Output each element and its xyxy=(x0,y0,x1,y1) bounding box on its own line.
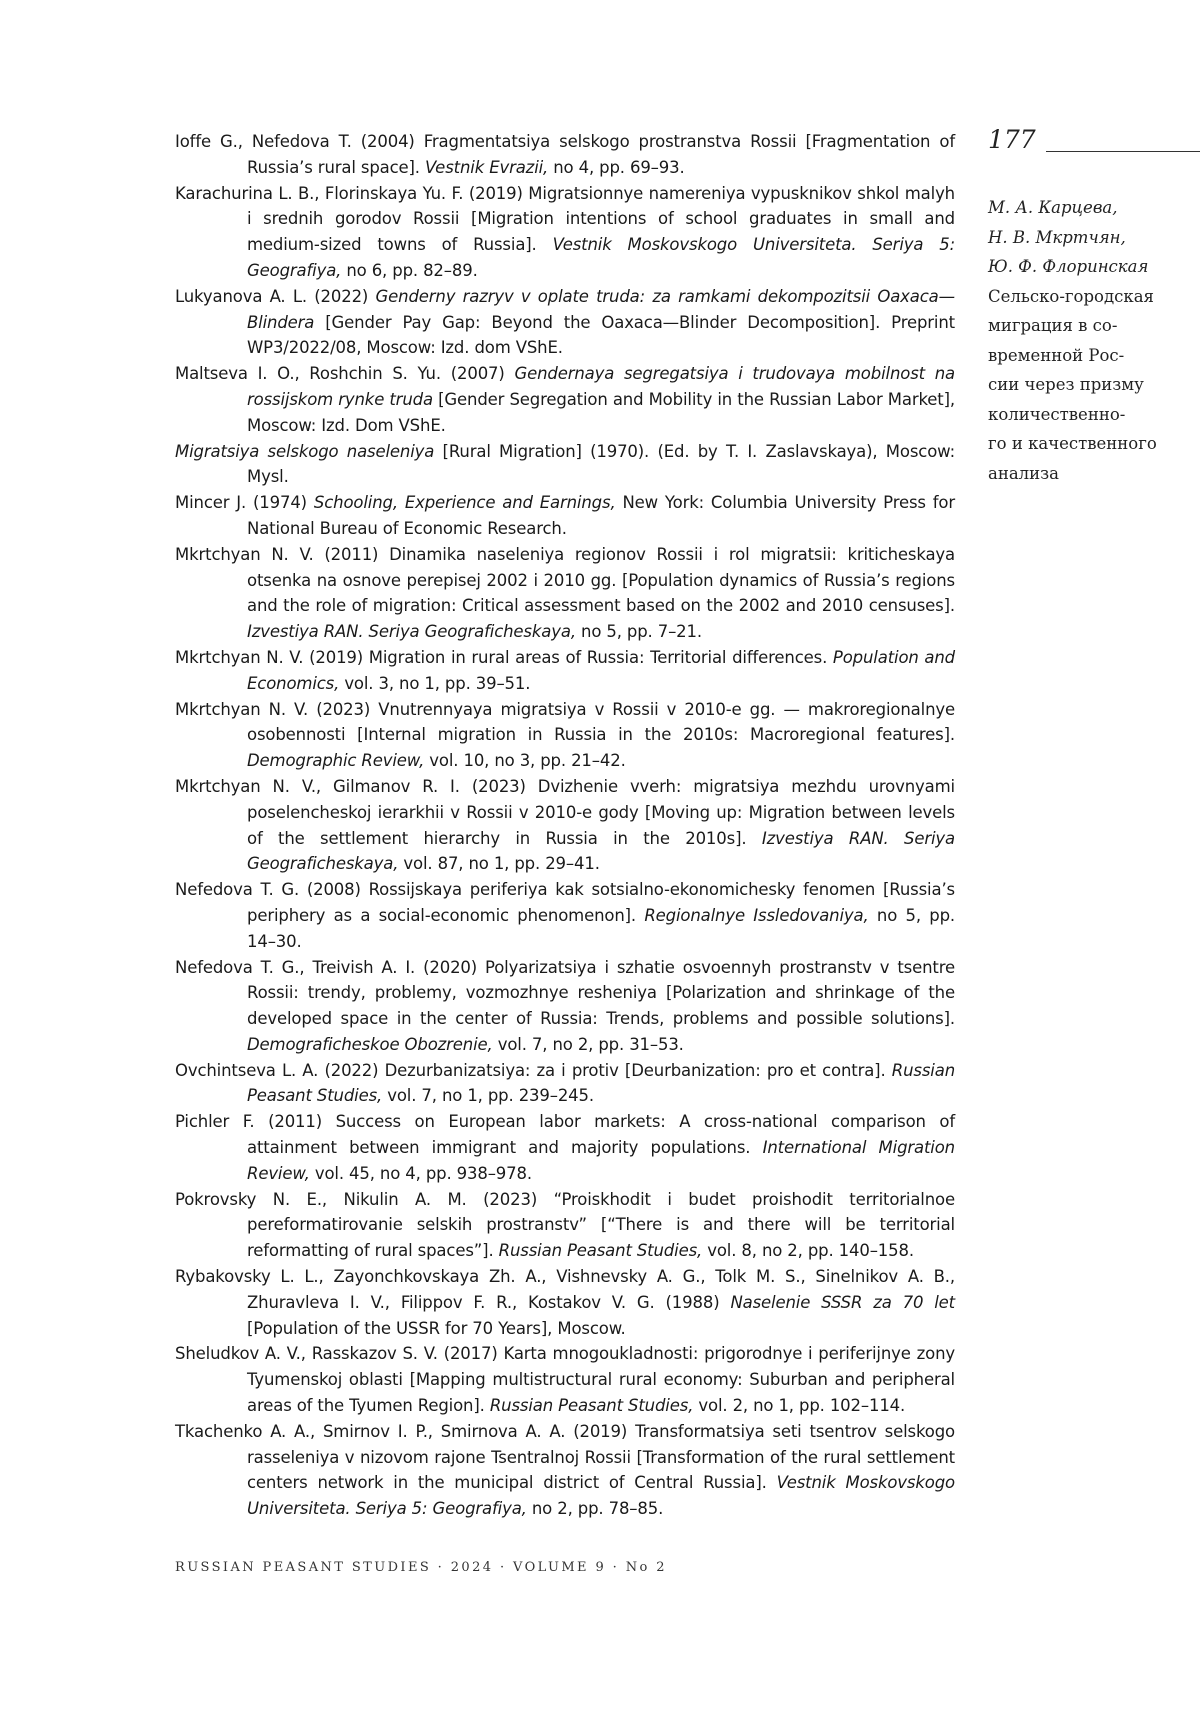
author-name: Н. В. Мкртчян, xyxy=(988,223,1193,253)
page-number: 177 xyxy=(988,125,1036,154)
reference-entry: Migratsiya selskogo naseleniya [Rural Migration] (1970). (Ed. by T. I. Zaslavskaya), Moscow: Mysl. xyxy=(175,439,955,491)
article-title-line: Сельско-городская xyxy=(988,282,1193,312)
reference-list xyxy=(175,129,955,1522)
article-title-line: анализа xyxy=(988,459,1193,489)
reference-entry: Nefedova T. G., Treivish A. I. (2020) Polyarizatsiya i szhatie osvoennyh prostranstv v tsentre Rossii: trendy, problemy, vozmozhnye resheniya [Polarization and shrinkage of the developed space in the center of Russia: Trends, problems and possible solutions]. Demograficheskoe Obozrenie, vol. 7, no 2, pp. 31–53. xyxy=(175,955,955,1058)
reference-entry: Pokrovsky N. E., Nikulin A. M. (2023) “Proiskhodit i budet proishodit territorialnoe pereformatirovanie selskih prostranstv” [“There is and there will be territorial reformatting of rural spaces”]. Russian Peasant Studies, vol. 8, no 2, pp. 140–158. xyxy=(175,1187,955,1264)
reference-entry: Mkrtchyan N. V. (2023) Vnutrennyaya migratsiya v Rossii v 2010-e gg. — makroregionalnye osobennosti [Internal migration in Russia in the 2010s: Macroregional features]. Demographic Review, vol. 10, no 3, pp. 21–42. xyxy=(175,697,955,774)
reference-entry: Lukyanova A. L. (2022) Genderny razryv v oplate truda: za ramkami dekompozitsii Oaxaca—Blindera [Gender Pay Gap: Beyond the Oaxaca—Blinder Decomposition]. Preprint WP3/2022/08, Moscow: Izd. dom VShE. xyxy=(175,284,955,361)
reference-entry: Sheludkov A. V., Rasskazov S. V. (2017) Karta mnogoukladnosti: prigorodnye i periferijnye zony Tyumenskoj oblasti [Mapping multistructural rural economy: Suburban and peripheral areas of the Tyumen Region]. Russian Peasant Studies, vol. 2, no 1, pp. 102–114. xyxy=(175,1341,955,1418)
author-name: Ю. Ф. Флоринская xyxy=(988,252,1193,282)
article-title-line: сии через призму xyxy=(988,370,1193,400)
article-title-line: временной Рос- xyxy=(988,341,1193,371)
reference-entry: Maltseva I. O., Roshchin S. Yu. (2007) Gendernaya segregatsiya i trudovaya mobilnost na rossijskom rynke truda [Gender Segregation and Mobility in the Russian Labor Market], Moscow: Izd. Dom VShE. xyxy=(175,361,955,438)
running-head-sidebar xyxy=(988,193,1193,488)
reference-entry: Ovchintseva L. A. (2022) Dezurbanizatsiya: za i protiv [Deurbanization: pro et contra]. Russian Peasant Studies, vol. 7, no 1, pp. 239–245. xyxy=(175,1058,955,1110)
article-title-line: количественно- xyxy=(988,400,1193,430)
reference-entry: Ioffe G., Nefedova T. (2004) Fragmentatsiya selskogo prostranstva Rossii [Fragmentation of Russia’s rural space]. Vestnik Evrazii, no 4, pp. 69–93. xyxy=(175,129,955,181)
author-name: М. А. Карцева, xyxy=(988,193,1193,223)
reference-entry: Mkrtchyan N. V. (2019) Migration in rural areas of Russia: Territorial differences. Population and Economics, vol. 3, no 1, pp. 39–51. xyxy=(175,645,955,697)
article-title-line: го и качественного xyxy=(988,429,1193,459)
article-title-line: миграция в со- xyxy=(988,311,1193,341)
reference-entry: Karachurina L. B., Florinskaya Yu. F. (2019) Migratsionnye namereniya vypusknikov shkol malyh i srednih gorodov Rossii [Migration intentions of school graduates in small and medium-sized towns of Russia]. Vestnik Moskovskogo Universiteta. Seriya 5: Geografiya, no 6, pp. 82–89. xyxy=(175,181,955,284)
reference-entry: Pichler F. (2011) Success on European labor markets: A cross-national comparison of attainment between immigrant and majority populations. International Migration Review, vol. 45, no 4, pp. 938–978. xyxy=(175,1109,955,1186)
reference-entry: Mkrtchyan N. V., Gilmanov R. I. (2023) Dvizhenie vverh: migratsiya mezhdu urovnyami poselencheskoj ierarkhii v Rossii v 2010-e gody [Moving up: Migration between levels of the settlement hierarchy in Russia in the 2010s]. Izvestiya RAN. Seriya Geograficheskaya, vol. 87, no 1, pp. 29–41. xyxy=(175,774,955,877)
journal-footer: RUSSIAN PEASANT STUDIES · 2024 · VOLUME 9 · No 2 xyxy=(175,1560,667,1575)
header-rule xyxy=(1046,151,1200,152)
reference-entry: Mkrtchyan N. V. (2011) Dinamika naseleniya regionov Rossii i rol migratsii: kriticheskaya otsenka na osnove perepisej 2002 i 2010 gg. [Population dynamics of Russia’s regions and the role of migration: Critical assessment based on the 2002 and 2010 censuses]. Izvestiya RAN. Seriya Geograficheskaya, no 5, pp. 7–21. xyxy=(175,542,955,645)
reference-entry: Rybakovsky L. L., Zayonchkovskaya Zh. A., Vishnevsky A. G., Tolk M. S., Sinelnikov A. B., Zhuravleva I. V., Filippov F. R., Kostakov V. G. (1988) Naselenie SSSR za 70 let [Population of the USSR for 70 Years], Moscow. xyxy=(175,1264,955,1341)
reference-entry: Mincer J. (1974) Schooling, Experience and Earnings, New York: Columbia University Press for National Bureau of Economic Research. xyxy=(175,490,955,542)
reference-entry: Tkachenko A. A., Smirnov I. P., Smirnova A. A. (2019) Transformatsiya seti tsentrov selskogo rasseleniya v nizovom rajone Tsentralnoj Rossii [Transformation of the rural settlement centers network in the municipal district of Central Russia]. Vestnik Moskovskogo Universiteta. Seriya 5: Geografiya, no 2, pp. 78–85. xyxy=(175,1419,955,1522)
reference-entry: Nefedova T. G. (2008) Rossijskaya periferiya kak sotsialno-ekonomichesky fenomen [Russia’s periphery as a social-economic phenomenon]. Regionalnye Issledovaniya, no 5, pp. 14–30. xyxy=(175,877,955,954)
